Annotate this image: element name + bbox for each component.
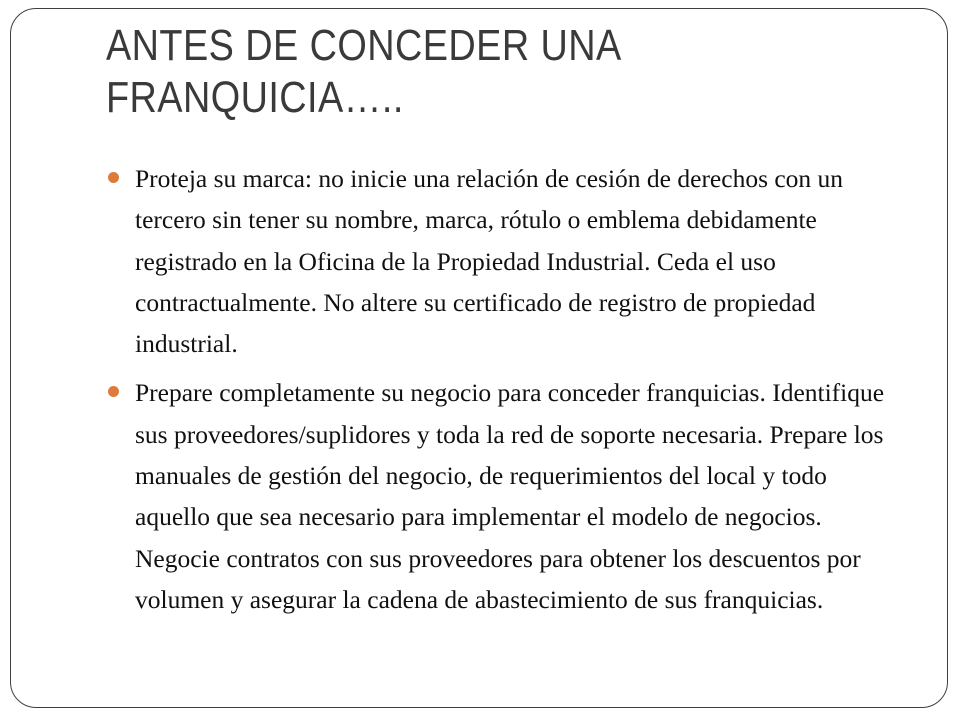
bullet-dot-icon: [108, 172, 119, 183]
bullet-text: Proteja su marca: no inicie una relación de cesión de derechos con un tercero sin tener su nombre, marca, rótulo o emblema debidamente registrado en la Oficina de la Propiedad Industrial. Ceda el uso contractualmente. No altere su certificado de registro de propiedad industrial.: [135, 164, 844, 359]
bullet-item-business-preparation: [106, 372, 906, 620]
bullet-text: Prepare completamente su negocio para conceder franquicias. Identifique sus proveedores/suplidores y toda la red de soporte necesaria. Prepare los manuales de gestión del negocio, de requerimientos del local y todo aquello que sea necesario para implementar el modelo de negocios. Negocie contratos con sus proveedores para obtener los descuentos por volumen y asegurar la cadena de abastecimiento de sus franquicias.: [135, 378, 885, 614]
bullet-item-brand-protection: [106, 158, 906, 364]
bullet-list: [106, 158, 906, 620]
bullet-dot-icon: [108, 386, 119, 397]
slide-title: ANTES DE CONCEDER UNA FRANQUICIA…..: [106, 21, 620, 122]
